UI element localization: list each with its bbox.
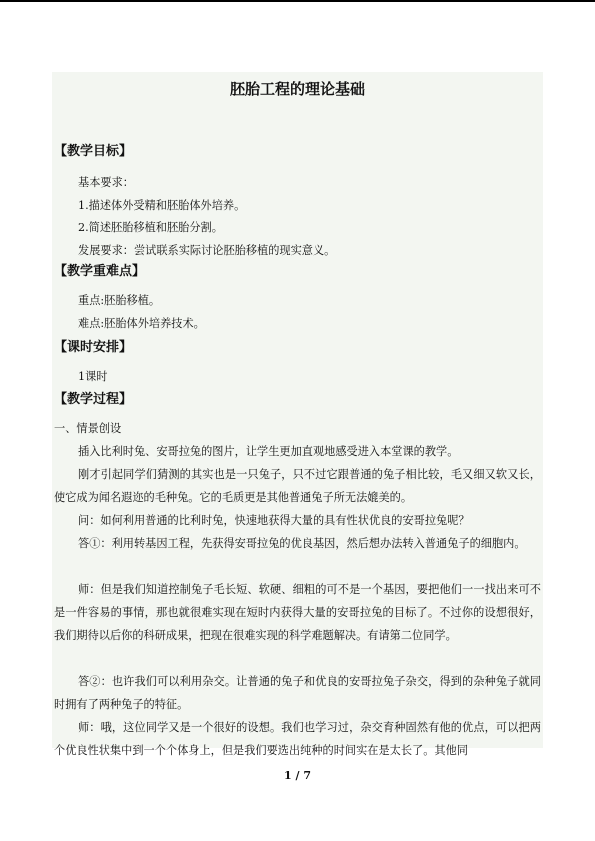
section-heading-process: 【教学过程】	[54, 392, 133, 407]
goals-line: 发展要求：尝试联系实际讨论胚胎移植的现实意义。	[78, 244, 336, 257]
process-paragraph: 答②：也许我们可以利用杂交。让普通的兔子和优良的安哥拉兔子杂交，得到的杂种兔子就同时拥有了两种兔子的特征。	[54, 675, 541, 711]
goals-line: 1.描述体外受精和胚胎体外培养。	[78, 199, 246, 212]
process-paragraph: 问：如何利用普通的比利时兔，快速地获得大量的具有性状优良的安哥拉兔呢？	[78, 514, 470, 527]
process-paragraph: 师：哦，这位同学又是一个很好的设想。我们也学习过，杂交育种固然有他的优点，可以把两个优良性状集中到一个个体身上，但是我们要选出纯种的时间实在是太长了。其他同	[54, 721, 541, 757]
top-rule	[0, 0, 595, 2]
document-page	[52, 72, 543, 757]
schedule-line: 1课时	[78, 370, 108, 383]
goals-line: 2.简述胚胎移植和胚胎分割。	[78, 221, 223, 234]
process-paragraph: 师：但是我们知道控制兔子毛长短、软硬、细粗的可不是一个基因，要把他们一一找出来可不是一件容易的事情，那也就很难实现在短时内获得大量的安哥拉兔的目标了。不过你的设想很好，我们期待以后你的科研成果，把现在很难实现的科学难题解决。有请第二位同学。	[54, 583, 541, 642]
page-number: 1 / 7	[284, 769, 311, 782]
key-point-line: 重点:胚胎移植。	[78, 294, 161, 307]
document-title: 胚胎工程的理论基础	[229, 80, 365, 98]
goals-line: 基本要求：	[78, 176, 134, 189]
section-heading-goals: 【教学目标】	[54, 144, 133, 159]
process-subheading: 一、情景创设	[54, 422, 122, 435]
process-paragraph: 插入比利时兔、安哥拉兔的图片，让学生更加直观地感受进入本堂课的教学。	[78, 445, 459, 458]
process-paragraph: 答①：利用转基因工程，先获得安哥拉兔的优良基因，然后想办法转入普通兔子的细胞内。	[78, 537, 526, 550]
key-point-line: 难点:胚胎体外培养技术。	[78, 317, 205, 330]
section-heading-key-points: 【教学重难点】	[54, 264, 146, 279]
process-paragraph: 刚才引起同学们猜测的其实也是一只兔子，只不过它跟普通的兔子相比较，毛又细又软又长，使它成为闻名遐迩的毛种兔。它的毛质更是其他普通兔子所无法媲美的。	[54, 468, 541, 504]
section-heading-schedule: 【课时安排】	[54, 340, 133, 355]
